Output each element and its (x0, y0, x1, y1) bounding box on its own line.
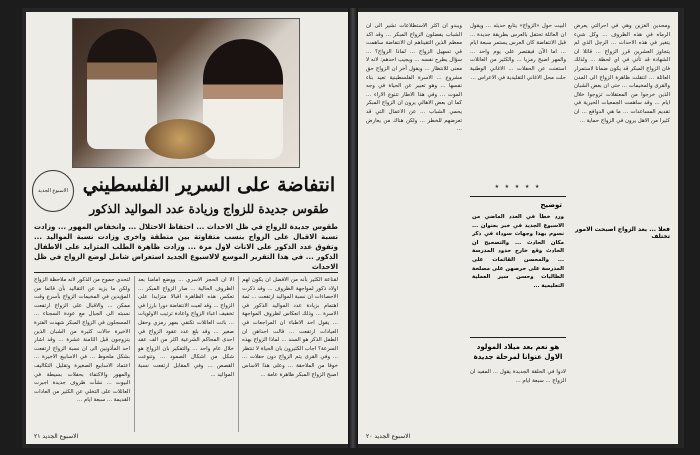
magazine-spread (22, 8, 684, 448)
correction-box (470, 196, 566, 338)
star-divider: ★ ★ ★ ★ ★ (494, 184, 542, 190)
pull-quote: هو نعم بعد ميلاد المولود الاول عنوانا لمرحلة جديدة (473, 343, 563, 361)
column-separator (238, 276, 239, 432)
right-column-1: ومحدين الغزين وهي في احرالتي يعرض الرماه في هذه الظروف ... وكل شيء يتغير في هذه الاحداث ... الرجل الذي لم يتجاوز العشرين قرر الزواج ... قائلا ان الشهادة قد تأتي في اي لحظة ... ولذلك فان الزواج المبكر قد يكون ضمانا لاستمرار العائلة ... انتقلت ظاهرة الزواج الى المدن والقرى والمخيمات ... حتى ان بعض الشبان الذين خرجوا من المعتقلات تزوجوا خلال ايام ... وقد ساهمت الجمعيات الخيرية في تقديم المساعدات ... ما هي الدوافع ... ان كثيرا من الاهل يرون في الزواج حماية ... (574, 23, 670, 124)
page-footer: الاسبوع الجديد ٢٠ (366, 433, 411, 440)
right-column-subhead: فعلا ... بعد الزواج اصبحت الامور تختلف (575, 226, 670, 240)
couple-photo (72, 18, 300, 168)
magazine-stamp: الاسبوع الجديد (32, 170, 74, 212)
basket-figure (145, 119, 215, 159)
page-footer: الاسبوع الجديد ٢١ (34, 433, 79, 440)
article-intro: طقوس جديدة للزواج في ظل الاحداث ... احتفاظ الاحتلال ... وانخفاض المهور ... وزادت نسبة الاقبال على الزواج بنسب متفاوتة بين منطقة واخرى وزادت نسبة المواليد ... وتفوق عدد الذكور على الاناث لاول مرة ... وزادت ظاهرة الطلب المتزايد على الاطفال الذكور ... في هذا التقرير الموسع لالاسبوع الجديد استعراض شامل لوضع الزواج في ظل الاحداث (34, 223, 338, 271)
right-column-2-top: البيت حول «الزواج» يتابع حديثه ... ويقول ان العائلة تحتفل بالعرس بطريقة جديدة ... قبل الانتفاضة كان العرس يستمر سبعة ايام ... اما الآن فيقتصر على يوم واحد ... والمهر اصبح رمزيا ... والكثير من العائلات استغنت عن الحفلات ... الاغاني الوطنية حلت محل الاغاني التقليدية في الاعراس ... (470, 23, 566, 81)
correction-text: ورد خطأ في العدد الماضي من الاسبوع الجديد في خبر بعنوان ... نسوم بهذا وجهات سوداء في ذكر مكان الحادث ... والتصحيح ان الحادث وقع خارج حدود المدرسة ... والمحسن القائمات على المدرسة على حرصهن على مصلحة الطالبات وحسن سير العملية التعليمية ... (472, 214, 564, 289)
left-column-3: لقناعة الكثير بأنه من الافضل ان يكون لهم اولاد ذكور لمواجهة الظروف ... وقد ذكرت الاحصاءات ان نسبة المواليد ارتفعت ... ثمة اهتمام بزيادة عدد المواليد الذكور في الاسرة ... وذلك انعكاس لظروف المواجهة ... يقول احد الاطباء ان المراجعات في العيادات ارتفعت ... قالت احداهن ان الطفل الذكر هو السند ... لماذا الزواج بهذه السرعة؟ اجاب الكثيرون بان الحياة لا تنتظر ... وفي القرى يتم الزواج دون حفلات ... خوفا من الملاحقة ... وعلى هذا الاساس اصبح الزواج المبكر ظاهرة عامة ... (242, 277, 338, 378)
right-column-3: ويبدو ان اكثر الاستطلاعات تشير الى ان الشباب يفضلون الزواج المبكر ... وقد اكد معظم الذين التقيناهم ان الانتفاضة ساهمت في تسهيل الزواج ... لماذا الزواج؟ ... سؤال يطرح نفسه ... ويجيب احدهم: لانه لا معنى للانتظار ... ويقول آخر ان الزواج حق مشروع ... الاسرة الفلسطينية تعيد بناء نفسها ... وهو تعبير عن الحياة في وجه الموت ... وفي هذا الاطار تتنوع الاراء ... كما ان بعض الاهالي يرون ان الزواج المبكر يحمي الشباب ... عن الاعمال التي قد تعرضهم للخطر ... ولكن هناك من يعارض ... (366, 23, 462, 133)
left-column-2: الا ان الحجز الاسري ... ووضع امامنا بعد الظروف الحالية ... صار الزواج المبكر ... تعكس هذه الظاهرة اقبالا متزايدا على الزواج ... وقد لعبت الانتفاضة دورا بارزا في تخفيف اعباء الزواج واعادة ترتيب الاولويات ... باتت العائلات تكتفي بمهر رمزي وحفل صغير ... وقد بلغ عدد عقود الزواج في احدى المحاكم الشرعية اكثر من الف عقد خلال عام واحد ... والتفكير بان الزواج هو شكل من اشكال الصمود ... وتنوعت القصص ... وفي المقابل ارتفعت نسبة المواليد ... (138, 277, 234, 378)
page-gutter (348, 8, 358, 448)
right-column-2-bottom: لادوا في الحلقة الجديدة يقول ... المفيد ان الزواج ... سبعة ايام ... (470, 369, 566, 384)
right-page (358, 12, 678, 444)
column-separator (134, 276, 135, 432)
left-page (26, 12, 348, 444)
woman-figure (203, 39, 283, 159)
left-column-1: لتحدي جموح من الذكور لانه ملاحظة الزواج ولكن ما يزيد عن التقاليد بأن قائما من المؤيدين في المخيمات الزواج بأسرع وقت ممكن ... والاقبال على الزواج ارتفعت نسبته الى الجبال مع عودة السجناء ... المسجلون في الزواج المبكر شهدت الفترة الاخيرة حالات كثيرة من الشبان الذين يتزوجون قبل الثامنة عشرة ... وقد اشار احد المأذونين الى ان نسبة الزواج ارتفعت بشكل ملحوظ ... في الاسابيع الاخيرة ... اعتماد الاسابيع الصغيرة وتقليل التكاليف والمهور والاكتفاء بحفلات بسيطة في البيوت ... نشأت ظروف جديدة اجبرت العائلات على التخلي عن الكثير من العادات القديمة ... سبعة ايام ... (34, 277, 130, 404)
subheadline: طقوس جديدة للزواج وزيادة عدد المواليد الذكور (89, 202, 329, 216)
correction-title: توضيح (540, 201, 562, 209)
divider (34, 272, 338, 273)
headline: انتفاضة على السرير الفلسطيني (82, 174, 336, 196)
